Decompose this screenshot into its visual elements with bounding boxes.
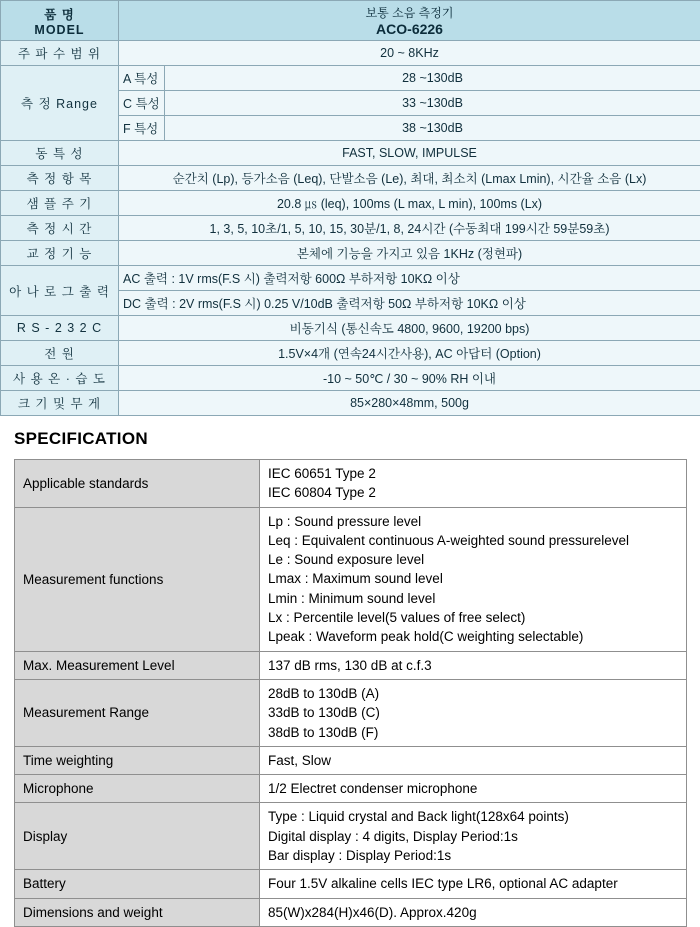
spec-value-microphone <box>260 775 687 803</box>
spec-line: 1/2 Electret condenser microphone <box>268 779 678 798</box>
row-label-calibration: 교 정 기 능 <box>1 241 119 266</box>
row-sub-range-f: F 특성 <box>119 116 165 141</box>
model-label-line2: MODEL <box>5 23 114 37</box>
spec-line: Lpeak : Waveform peak hold(C weighting selectable) <box>268 627 678 646</box>
spec-value-time-weighting <box>260 746 687 774</box>
row-sub-range-c: C 특성 <box>119 91 165 116</box>
model-label-line1: 품 명 <box>5 5 114 23</box>
model-value-line1: 보통 소음 측정기 <box>123 4 696 21</box>
row-label-rs232c: R S - 2 3 2 C <box>1 316 119 341</box>
table-row <box>1 241 700 266</box>
row-label-temp-humidity: 사 용 온 · 습 도 <box>1 366 119 391</box>
spec-line: 38dB to 130dB (F) <box>268 723 678 742</box>
specification-table-wrapper <box>0 459 700 927</box>
spec-value-display <box>260 803 687 870</box>
model-label-cell <box>1 1 119 41</box>
row-value-analog-dc: DC 출력 : 2V rms(F.S 시) 0.25 V/10dB 출력저항 50Ω 부하저항 10KΩ 이상 <box>119 291 700 316</box>
table-row <box>15 898 687 926</box>
table-row <box>15 775 687 803</box>
row-label-items: 측 정 항 목 <box>1 166 119 191</box>
spec-label-dimensions-weight: Dimensions and weight <box>15 898 260 926</box>
row-value-frequency: 20 ~ 8KHz <box>119 41 700 66</box>
row-value-items: 순간치 (Lp), 등가소음 (Leq), 단발소음 (Le), 최대, 최소치 (Lmax Lmin), 시간율 소음 (Lx) <box>119 166 700 191</box>
table-row <box>1 341 700 366</box>
spec-line: Digital display : 4 digits, Display Period:1s <box>268 827 678 846</box>
row-label-time: 측 정 시 간 <box>1 216 119 241</box>
table-row <box>15 803 687 870</box>
spec-line: Lp : Sound pressure level <box>268 512 678 531</box>
korean-spec-table <box>0 0 700 416</box>
spec-line: Lx : Percentile level(5 values of free select) <box>268 608 678 627</box>
row-value-calibration: 본체에 기능을 가지고 있음 1KHz (정현파) <box>119 241 700 266</box>
row-sub-range-a: A 특성 <box>119 66 165 91</box>
spec-line: Four 1.5V alkaline cells IEC type LR6, optional AC adapter <box>268 874 678 893</box>
table-row <box>1 216 700 241</box>
table-row <box>1 191 700 216</box>
spec-value-measurement-range <box>260 679 687 746</box>
row-label-power: 전 원 <box>1 341 119 366</box>
spec-line: IEC 60651 Type 2 <box>268 464 678 483</box>
spec-label-battery: Battery <box>15 870 260 898</box>
table-row <box>15 651 687 679</box>
table-row <box>15 507 687 651</box>
spec-label-time-weighting: Time weighting <box>15 746 260 774</box>
spec-line: IEC 60804 Type 2 <box>268 483 678 502</box>
row-value-sample: 20.8 ㎲ (leq), 100ms (L max, L min), 100ms (Lx) <box>119 191 700 216</box>
spec-label-display: Display <box>15 803 260 870</box>
spec-line: Leq : Equivalent continuous A-weighted sound pressurelevel <box>268 531 678 550</box>
row-value-size-weight: 85×280×48mm, 500g <box>119 391 700 416</box>
specification-table-body <box>15 460 687 927</box>
spec-line: Le : Sound exposure level <box>268 550 678 569</box>
table-row <box>1 391 700 416</box>
spec-label-measurement-range: Measurement Range <box>15 679 260 746</box>
spec-line: 28dB to 130dB (A) <box>268 684 678 703</box>
table-row <box>1 41 700 66</box>
spec-line: Fast, Slow <box>268 751 678 770</box>
table-row <box>1 316 700 341</box>
row-value-range-f: 38 ~130dB <box>165 116 700 141</box>
table-row <box>1 366 700 391</box>
spec-line: 85(W)x284(H)x46(D). Approx.420g <box>268 903 678 922</box>
table-row <box>1 141 700 166</box>
table-row <box>15 460 687 508</box>
table-row <box>15 870 687 898</box>
row-label-analog-output: 아 나 로 그 출 력 <box>1 266 119 316</box>
spec-value-max-measurement-level <box>260 651 687 679</box>
spec-value-measurement-functions <box>260 507 687 651</box>
row-value-time: 1, 3, 5, 10초/1, 5, 10, 15, 30분/1, 8, 24시간 (수동최대 199시간 59분59초) <box>119 216 700 241</box>
model-value-cell <box>119 1 700 41</box>
table-row <box>15 679 687 746</box>
table-row <box>1 266 700 291</box>
spec-value-dimensions-weight <box>260 898 687 926</box>
row-value-range-a: 28 ~130dB <box>165 66 700 91</box>
spec-label-max-measurement-level: Max. Measurement Level <box>15 651 260 679</box>
row-value-power: 1.5V×4개 (연속24시간사용), AC 아답터 (Option) <box>119 341 700 366</box>
row-value-range-c: 33 ~130dB <box>165 91 700 116</box>
model-value-line2: ACO-6226 <box>123 21 696 37</box>
row-value-rs232c: 비동기식 (통신속도 4800, 9600, 19200 bps) <box>119 316 700 341</box>
row-label-sample: 샘 플 주 기 <box>1 191 119 216</box>
row-label-frequency: 주 파 수 범 위 <box>1 41 119 66</box>
spec-value-battery <box>260 870 687 898</box>
spec-line: Bar display : Display Period:1s <box>268 846 678 865</box>
table-row <box>1 166 700 191</box>
korean-spec-table-body <box>1 1 700 416</box>
spec-label-microphone: Microphone <box>15 775 260 803</box>
specification-heading: SPECIFICATION <box>14 429 700 449</box>
row-label-size-weight: 크 기 및 무 게 <box>1 391 119 416</box>
row-value-dynamic: FAST, SLOW, IMPULSE <box>119 141 700 166</box>
specification-table <box>14 459 687 927</box>
row-label-range: 측 정 Range <box>1 66 119 141</box>
table-row <box>1 66 700 91</box>
row-label-dynamic: 동 특 성 <box>1 141 119 166</box>
table-row <box>1 1 700 41</box>
row-value-temp-humidity: -10 ~ 50℃ / 30 ~ 90% RH 이내 <box>119 366 700 391</box>
spec-label-applicable-standards: Applicable standards <box>15 460 260 508</box>
spec-line: 33dB to 130dB (C) <box>268 703 678 722</box>
table-row <box>15 746 687 774</box>
spec-value-applicable-standards <box>260 460 687 508</box>
spec-line: Lmin : Minimum sound level <box>268 589 678 608</box>
spec-line: 137 dB rms, 130 dB at c.f.3 <box>268 656 678 675</box>
spec-label-measurement-functions: Measurement functions <box>15 507 260 651</box>
row-value-analog-ac: AC 출력 : 1V rms(F.S 시) 출력저항 600Ω 부하저항 10KΩ 이상 <box>119 266 700 291</box>
spec-line: Type : Liquid crystal and Back light(128x64 points) <box>268 807 678 826</box>
spec-line: Lmax : Maximum sound level <box>268 569 678 588</box>
